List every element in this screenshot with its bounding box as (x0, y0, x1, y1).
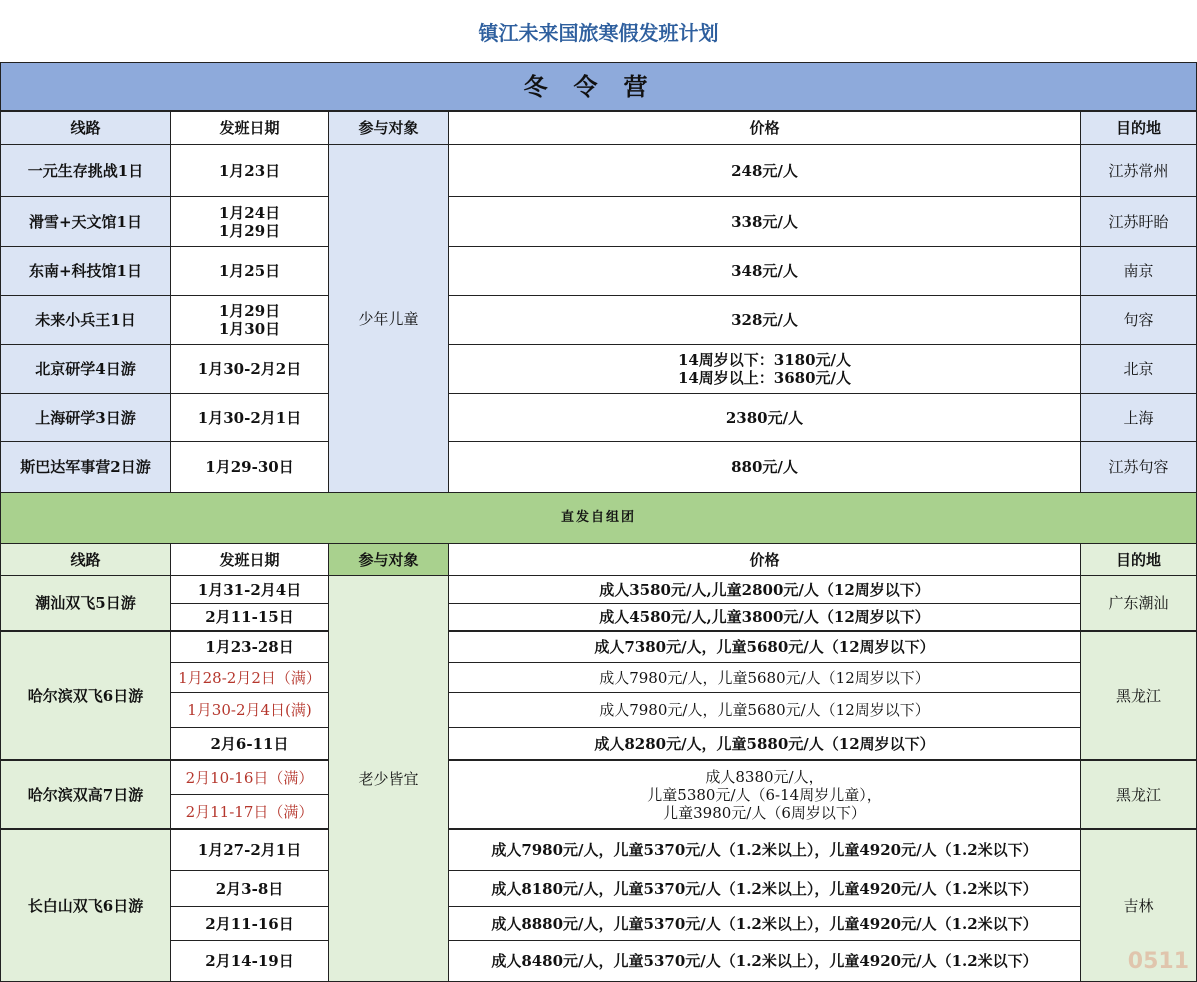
watermark: 0511 (1127, 949, 1189, 974)
winter-price: 880元/人 (448, 441, 1081, 493)
winter-route: 东南+科技馆1日 (0, 246, 171, 296)
direct-price: 成人7980元/人，儿童5680元/人（12周岁以下） (448, 662, 1081, 693)
direct-price: 成人8380元/人， 儿童5380元/人（6-14周岁儿童）， 儿童3980元/人（6周岁以下） (448, 759, 1081, 829)
page-title: 镇江未来国旅寒假发班计划 (478, 20, 719, 45)
winter-date: 1月23日 (170, 144, 329, 197)
direct-date: 1月23-28日 (170, 630, 329, 663)
winter-price: 338元/人 (448, 196, 1081, 247)
direct-date: 2月3-8日 (170, 870, 329, 907)
winter-dest: 北京 (1080, 344, 1197, 394)
direct-date-full: 1月28-2月2日（满） (170, 662, 329, 693)
winter-dest: 句容 (1080, 295, 1197, 345)
header-price: 价格 (448, 111, 1081, 145)
header-date: 发班日期 (170, 111, 329, 145)
direct-price: 成人8280元/人，儿童5880元/人（12周岁以下） (448, 727, 1081, 760)
direct-price: 成人8480元/人，儿童5370元/人（1.2米以上），儿童4920元/人（1.2米以下） (448, 940, 1081, 982)
direct-route: 哈尔滨双飞6日游 (0, 630, 171, 760)
direct-route: 长白山双飞6日游 (0, 828, 171, 982)
header-dest: 目的地 (1080, 543, 1197, 576)
winter-route: 滑雪+天文馆1日 (0, 196, 171, 247)
winter-route: 未来小兵王1日 (0, 295, 171, 345)
header-route: 线路 (0, 543, 171, 576)
direct-price: 成人4580元/人,儿童3800元/人（12周岁以下） (448, 603, 1081, 631)
direct-date: 1月27-2月1日 (170, 828, 329, 871)
header-date: 发班日期 (170, 543, 329, 576)
winter-dest: 江苏盱眙 (1080, 196, 1197, 247)
winter-date: 1月25日 (170, 246, 329, 296)
direct-dest: 吉林 (1080, 828, 1197, 982)
header-route: 线路 (0, 111, 171, 145)
direct-dest: 黑龙江 (1080, 759, 1197, 829)
winter-price: 2380元/人 (448, 393, 1081, 442)
winter-price: 248元/人 (448, 144, 1081, 197)
direct-date-full: 2月11-17日（满） (170, 794, 329, 829)
direct-date-full: 1月30-2月4日(满) (170, 692, 329, 728)
winter-price: 328元/人 (448, 295, 1081, 345)
direct-price: 成人8880元/人，儿童5370元/人（1.2米以上），儿童4920元/人（1.2米以下） (448, 906, 1081, 941)
direct-date: 1月31-2月4日 (170, 575, 329, 604)
header-target: 参与对象 (328, 111, 449, 145)
direct-date: 2月14-19日 (170, 940, 329, 982)
winter-date: 1月30-2月2日 (170, 344, 329, 394)
direct-price: 成人7380元/人，儿童5680元/人（12周岁以下） (448, 630, 1081, 663)
winter-price: 14周岁以下：3180元/人 14周岁以上：3680元/人 (448, 344, 1081, 394)
direct-section-title: 直发自组团 (0, 492, 1197, 544)
header-dest: 目的地 (1080, 111, 1197, 145)
winter-section-title: 冬令营 (0, 62, 1197, 111)
direct-route: 潮汕双飞5日游 (0, 575, 171, 631)
winter-route: 上海研学3日游 (0, 393, 171, 442)
direct-date: 2月11-16日 (170, 906, 329, 941)
direct-dest: 广东潮汕 (1080, 575, 1197, 631)
direct-target: 老少皆宜 (328, 575, 449, 982)
winter-dest: 江苏常州 (1080, 144, 1197, 197)
header-price: 价格 (448, 543, 1081, 576)
winter-route: 北京研学4日游 (0, 344, 171, 394)
header-target: 参与对象 (328, 543, 449, 576)
winter-date: 1月29-30日 (170, 441, 329, 493)
winter-dest: 南京 (1080, 246, 1197, 296)
direct-price: 成人7980元/人，儿童5680元/人（12周岁以下） (448, 692, 1081, 728)
winter-route: 斯巴达军事营2日游 (0, 441, 171, 493)
winter-target: 少年儿童 (328, 144, 449, 493)
winter-date: 1月30-2月1日 (170, 393, 329, 442)
direct-price: 成人8180元/人，儿童5370元/人（1.2米以上），儿童4920元/人（1.2米以下） (448, 870, 1081, 907)
winter-dest: 江苏句容 (1080, 441, 1197, 493)
winter-route: 一元生存挑战1日 (0, 144, 171, 197)
direct-price: 成人3580元/人,儿童2800元/人（12周岁以下） (448, 575, 1081, 604)
direct-date: 2月6-11日 (170, 727, 329, 760)
winter-date: 1月29日 1月30日 (170, 295, 329, 345)
direct-date-full: 2月10-16日（满） (170, 759, 329, 795)
winter-date: 1月24日 1月29日 (170, 196, 329, 247)
winter-price: 348元/人 (448, 246, 1081, 296)
direct-dest: 黑龙江 (1080, 630, 1197, 760)
direct-price: 成人7980元/人，儿童5370元/人（1.2米以上），儿童4920元/人（1.2米以下） (448, 828, 1081, 871)
direct-route: 哈尔滨双高7日游 (0, 759, 171, 829)
direct-date: 2月11-15日 (170, 603, 329, 631)
winter-dest: 上海 (1080, 393, 1197, 442)
